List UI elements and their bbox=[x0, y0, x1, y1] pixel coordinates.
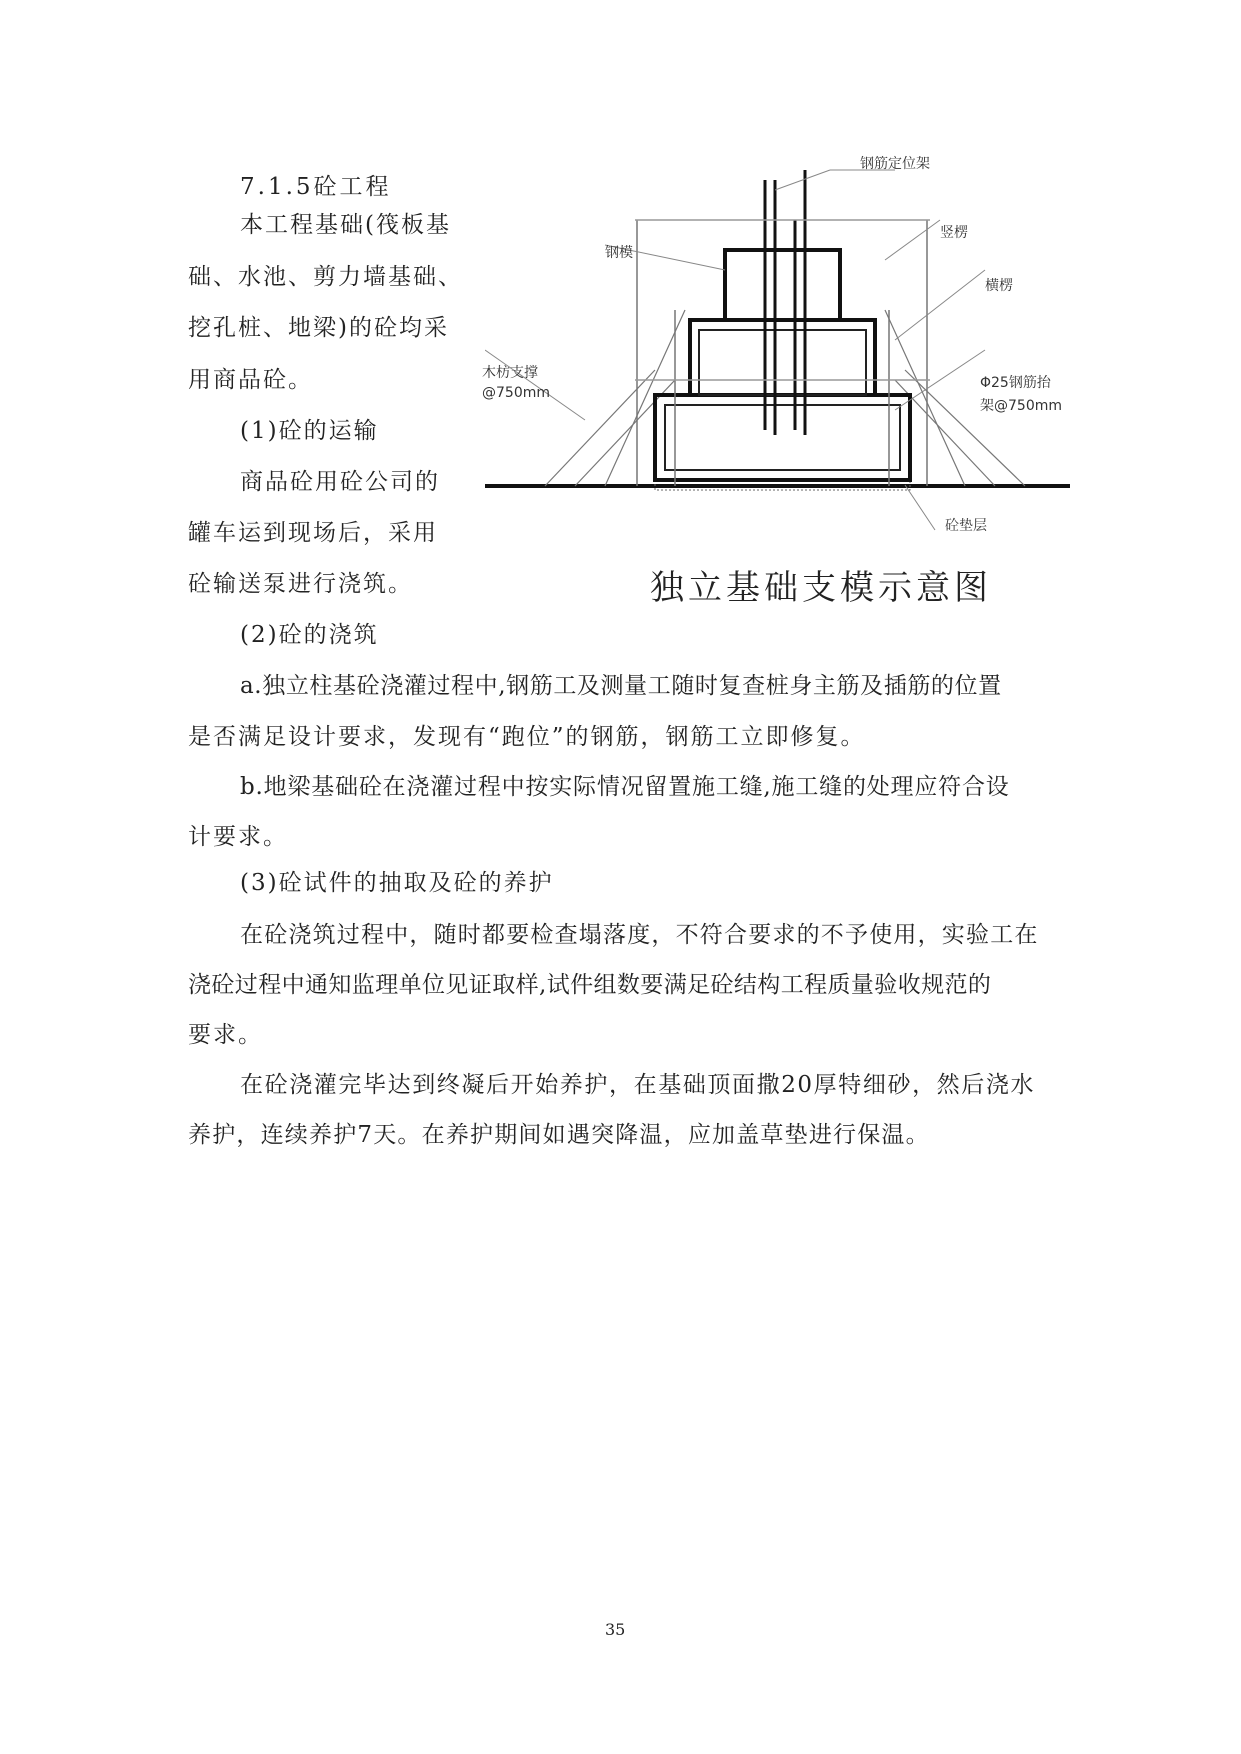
label-rebar-frame: 钢筋定位架 bbox=[860, 156, 930, 172]
sub3-heading: (3)砼试件的抽取及砼的养护 bbox=[240, 870, 554, 896]
sub2-a-line-1: a.独立柱基砼浇灌过程中,钢筋工及测量工随时复查桩身主筋及插筋的位置 bbox=[240, 673, 1002, 699]
right-brace-3 bbox=[885, 310, 965, 486]
leader-cushion bbox=[905, 485, 935, 530]
leader-horizontal-purlin bbox=[895, 270, 985, 340]
sub1-line-1: 商品砼用砼公司的 bbox=[240, 469, 440, 495]
sub2-a-line-2: 是否满足设计要求，发现有“跑位”的钢筋，钢筋工立即修复。 bbox=[188, 724, 866, 750]
intro-line-2: 础、水池、剪力墙基础、 bbox=[188, 264, 463, 290]
leader-rebar-frame bbox=[775, 170, 830, 190]
sub1-heading: (1)砼的运输 bbox=[240, 418, 379, 444]
label-horizontal-purlin: 横楞 bbox=[985, 278, 1013, 294]
sub3-p1-line-3: 要求。 bbox=[188, 1022, 263, 1048]
intro-line-3: 挖孔桩、地梁)的砼均采 bbox=[188, 315, 449, 341]
label-wood-brace-spacing: @750mm bbox=[482, 385, 550, 401]
label-vertical-purlin: 竖楞 bbox=[940, 225, 968, 241]
intro-line-1: 本工程基础(筏板基 bbox=[240, 212, 451, 238]
step-bottom bbox=[655, 395, 910, 480]
left-brace-3 bbox=[605, 310, 685, 486]
leader-vertical-purlin bbox=[885, 220, 940, 260]
step-middle bbox=[690, 320, 875, 395]
label-cushion: 砼垫层 bbox=[945, 518, 987, 534]
sub3-p1-line-1: 在砼浇筑过程中，随时都要检查塌落度，不符合要求的不予使用，实验工在 bbox=[240, 922, 1039, 948]
page-number: 35 bbox=[605, 1620, 626, 1639]
foundation-formwork-diagram bbox=[485, 140, 1085, 560]
sub1-line-2: 罐车运到现场后，采用 bbox=[188, 520, 438, 546]
sub2-heading: (2)砼的浇筑 bbox=[240, 622, 379, 648]
sub3-p1-line-2: 浇砼过程中通知监理单位见证取样,试件组数要满足砼结构工程质量验收规范的 bbox=[188, 972, 992, 998]
sub2-b-line-1: b.地梁基础砼在浇灌过程中按实际情况留置施工缝,施工缝的处理应符合设 bbox=[240, 774, 1010, 800]
sub1-line-3: 砼输送泵进行浇筑。 bbox=[188, 571, 413, 597]
inner-cage-bottom bbox=[665, 405, 900, 470]
step-top bbox=[725, 250, 840, 320]
sub3-p2-line-2: 养护，连续养护7天。在养护期间如遇突降温，应加盖草垫进行保温。 bbox=[188, 1122, 930, 1148]
section-title: 7.1.5砼工程 bbox=[240, 174, 392, 200]
intro-line-4: 用商品砼。 bbox=[188, 367, 313, 393]
left-brace-1 bbox=[545, 370, 655, 486]
label-steel-form: 钢模 bbox=[605, 245, 633, 261]
figure-title: 独立基础支模示意图 bbox=[650, 568, 992, 608]
sub2-b-line-2: 计要求。 bbox=[188, 824, 288, 850]
label-rebar-stand: Φ25钢筋抬 bbox=[980, 375, 1051, 391]
sub3-p2-line-1: 在砼浇灌完毕达到终凝后开始养护，在基础顶面撒20厚特细砂，然后浇水 bbox=[240, 1072, 1036, 1098]
inner-cage-middle bbox=[699, 330, 866, 395]
label-wood-brace: 木枋支撑 bbox=[482, 365, 538, 381]
label-rebar-stand-spacing: 架@750mm bbox=[980, 398, 1062, 414]
